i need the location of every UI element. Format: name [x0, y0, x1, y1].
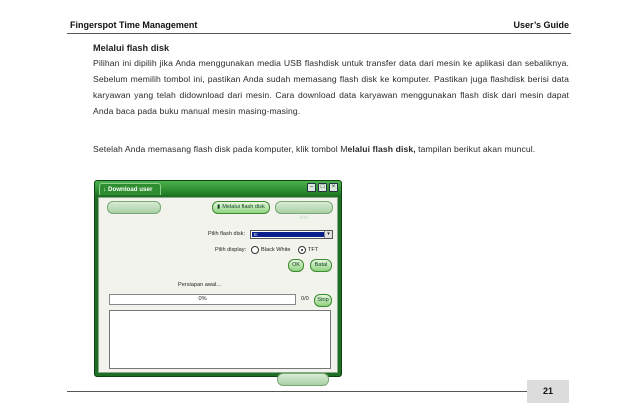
via-network-label: Melalui jaringan — [117, 204, 157, 210]
ok-button[interactable]: OK — [288, 259, 304, 272]
display-label: Pilih display: — [215, 247, 247, 253]
paragraph-text: Setelah Anda memasang flash disk pada komputer, klik tombol M — [93, 144, 348, 154]
flash-disk-label: Pilih flash disk: — [208, 231, 245, 237]
display-option-black-white[interactable] — [251, 246, 291, 254]
network-icon: ⇅ — [111, 204, 116, 210]
display-option-tft[interactable] — [298, 246, 318, 254]
progress-count: 0/0 — [301, 296, 309, 302]
header-title: Fingerspot Time Management — [70, 20, 198, 30]
progress-bar — [109, 294, 296, 305]
radio-black-white[interactable] — [251, 246, 259, 254]
window-controls — [307, 183, 338, 192]
flash-disk-selected-value: E: — [252, 232, 324, 237]
header-divider — [67, 33, 571, 34]
paragraph-intro: Pilihan ini dipilih jika Anda menggunakan media USB flashdisk untuk transfer data dari mesin ke aplikasi dan sebaliknya. Sebelum memilih tombol ini, pastikan Anda sudah memasang flash disk ke komputer. Pastikan juga flashdisk berisi data karyawan yang telah didownload dari mesin. Cara download data karyawan menggunakan flash disk dari mesin dapat Anda baca pada buku manual mesin masing-masing. — [93, 58, 569, 116]
minimize-button[interactable]: – — [307, 183, 316, 192]
chevron-down-icon[interactable]: ▾ — [324, 231, 332, 238]
page-number: 21 — [527, 380, 569, 403]
log-list[interactable] — [109, 310, 331, 369]
maximize-button[interactable]: □ — [318, 183, 327, 192]
radio-label: Black White — [261, 247, 291, 253]
download-to-flash-disk-button[interactable] — [275, 201, 333, 221]
via-network-button[interactable] — [107, 201, 161, 214]
via-flash-disk-label: Melalui flash disk — [222, 204, 265, 210]
download-icon: ↓ — [103, 187, 106, 193]
download-to-flash-disk-label: Download ke flash disk — [283, 204, 330, 221]
cancel-button[interactable]: Batal — [310, 259, 332, 272]
window-body — [98, 197, 338, 382]
download-user-window — [94, 180, 342, 382]
radio-tft[interactable] — [298, 246, 306, 254]
via-flash-disk-button[interactable] — [212, 201, 270, 214]
window-tab-title: Download user — [108, 186, 153, 193]
progress-text: 0% — [198, 296, 207, 302]
radio-label: TFT — [308, 247, 319, 253]
download-icon: ↓ — [278, 204, 282, 210]
window-tab[interactable] — [99, 183, 161, 195]
paragraph-text: tampilan berikut akan muncul. — [415, 144, 536, 154]
flash-disk-select[interactable] — [250, 230, 333, 239]
upload-to-machine-button[interactable]: Upload ke mesin — [277, 373, 329, 386]
paragraph-bold-text: elalui flash disk, — [347, 144, 416, 154]
close-button[interactable]: × — [329, 183, 338, 192]
stop-button[interactable]: Stop — [314, 294, 332, 307]
window-titlebar — [95, 181, 341, 195]
section-title: Melalui flash disk — [93, 43, 170, 53]
paragraph-instruction — [93, 141, 569, 157]
flash-disk-icon: ▮ — [217, 204, 221, 210]
status-text: Persiapan awal... — [178, 282, 221, 288]
header-guide-label: User’s Guide — [513, 20, 569, 30]
footer-divider — [67, 391, 527, 392]
